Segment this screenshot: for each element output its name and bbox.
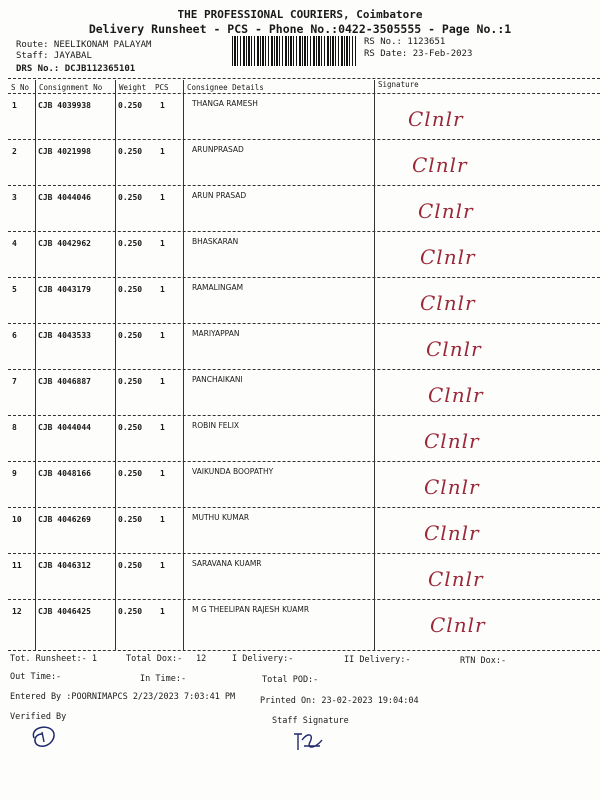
in-time: In Time:- bbox=[140, 674, 187, 684]
row-sno: 7 bbox=[12, 377, 17, 386]
staff-signature-label: Staff Signature bbox=[272, 716, 349, 726]
row-separator bbox=[8, 323, 600, 324]
row-signature: Clnlr bbox=[420, 245, 476, 269]
row-separator bbox=[8, 415, 600, 416]
row-pcs: 1 bbox=[160, 101, 165, 110]
row-sno: 3 bbox=[12, 193, 17, 202]
row-separator bbox=[8, 599, 600, 600]
table-bottom-rule bbox=[8, 650, 600, 651]
column-divider bbox=[115, 80, 116, 650]
document-subtitle: Delivery Runsheet - PCS - Phone No.:0422-3505555 - Page No.:1 bbox=[88, 22, 512, 36]
row-sno: 5 bbox=[12, 285, 17, 294]
total-dox-label: Total Dox:- bbox=[126, 654, 183, 664]
verified-by: Verified By bbox=[10, 712, 67, 722]
row-pcs: 1 bbox=[160, 285, 165, 294]
row-consignee: MARIYAPPAN bbox=[192, 329, 240, 338]
row-weight: 0.250 bbox=[118, 377, 143, 386]
out-time: Out Time:- bbox=[10, 672, 62, 682]
row-consignee: MUTHU KUMAR bbox=[192, 513, 250, 522]
row-pcs: 1 bbox=[160, 515, 165, 524]
row-consignee: RAMALINGAM bbox=[192, 283, 244, 292]
row-sno: 9 bbox=[12, 469, 17, 478]
row-sno: 6 bbox=[12, 331, 17, 340]
row-sno: 4 bbox=[12, 239, 17, 248]
ii-delivery: II Delivery:- bbox=[344, 655, 411, 665]
row-signature: Clnlr bbox=[424, 521, 480, 545]
row-weight: 0.250 bbox=[118, 285, 143, 294]
staff-label: Staff: JAYABAL bbox=[16, 51, 92, 61]
document-title: THE PROFESSIONAL COURIERS, Coimbatore bbox=[177, 8, 423, 21]
staff-signature-mark bbox=[290, 728, 326, 754]
row-separator bbox=[8, 461, 600, 462]
column-header-consignment: Consignment No bbox=[39, 83, 103, 92]
row-consignment-no: CJB 4046312 bbox=[38, 561, 91, 570]
barcode bbox=[232, 36, 356, 66]
row-separator bbox=[8, 553, 600, 554]
column-divider bbox=[374, 80, 375, 650]
row-consignment-no: CJB 4046269 bbox=[38, 515, 91, 524]
row-consignment-no: CJB 4046887 bbox=[38, 377, 91, 386]
row-weight: 0.250 bbox=[118, 423, 143, 432]
total-pod: Total POD:- bbox=[262, 675, 319, 685]
printed-on: Printed On: 23-02-2023 19:04:04 bbox=[260, 696, 419, 706]
column-header-consignee: Consignee Details bbox=[187, 83, 264, 92]
row-pcs: 1 bbox=[160, 147, 165, 156]
row-consignment-no: CJB 4021998 bbox=[38, 147, 91, 156]
row-consignee: THANGA RAMESH bbox=[192, 99, 258, 108]
route-label: Route: NEELIKONAM PALAYAM bbox=[16, 40, 152, 50]
row-pcs: 1 bbox=[160, 193, 165, 202]
total-runsheet: Tot. Runsheet:- 1 bbox=[10, 654, 97, 664]
column-divider bbox=[183, 80, 184, 650]
row-consignee: ARUN PRASAD bbox=[192, 191, 247, 200]
row-signature: Clnlr bbox=[430, 613, 486, 637]
row-separator bbox=[8, 507, 600, 508]
row-separator bbox=[8, 231, 600, 232]
column-header-signature: Signature bbox=[378, 80, 419, 89]
row-signature: Clnlr bbox=[426, 337, 482, 361]
row-signature: Clnlr bbox=[420, 291, 476, 315]
row-weight: 0.250 bbox=[118, 469, 143, 478]
rs-number: RS No.: 1123651 bbox=[364, 37, 446, 47]
drs-number: DRS No.: DCJB112365101 bbox=[16, 64, 136, 74]
row-separator bbox=[8, 277, 600, 278]
row-signature: Clnlr bbox=[428, 383, 484, 407]
row-weight: 0.250 bbox=[118, 607, 143, 616]
row-signature: Clnlr bbox=[412, 153, 468, 177]
row-pcs: 1 bbox=[160, 469, 165, 478]
column-header-sno: S No bbox=[11, 83, 30, 92]
row-signature: Clnlr bbox=[424, 475, 480, 499]
row-consignee: ROBIN FELIX bbox=[192, 421, 240, 430]
row-signature: Clnlr bbox=[424, 429, 480, 453]
row-separator bbox=[8, 369, 600, 370]
row-consignee: SARAVANA KUAMR bbox=[192, 559, 262, 568]
row-weight: 0.250 bbox=[118, 193, 143, 202]
row-sno: 8 bbox=[12, 423, 17, 432]
column-header-weight: Weight bbox=[119, 83, 147, 92]
row-sno: 1 bbox=[12, 101, 17, 110]
row-consignment-no: CJB 4044046 bbox=[38, 193, 91, 202]
row-pcs: 1 bbox=[160, 607, 165, 616]
row-weight: 0.250 bbox=[118, 147, 143, 156]
table-header-rule bbox=[8, 93, 600, 94]
row-consignment-no: CJB 4044044 bbox=[38, 423, 91, 432]
row-consignment-no: CJB 4046425 bbox=[38, 607, 91, 616]
row-weight: 0.250 bbox=[118, 239, 143, 248]
row-signature: Clnlr bbox=[428, 567, 484, 591]
column-header-pcs: PCS bbox=[155, 83, 169, 92]
row-sno: 12 bbox=[12, 607, 22, 616]
row-consignee: PANCHAIKANI bbox=[192, 375, 243, 384]
row-signature: Clnlr bbox=[418, 199, 474, 223]
row-separator bbox=[8, 185, 600, 186]
row-sno: 2 bbox=[12, 147, 17, 156]
column-divider bbox=[35, 80, 36, 650]
rtn-dox: RTN Dox:- bbox=[460, 656, 507, 666]
i-delivery: I Delivery:- bbox=[232, 654, 294, 664]
row-consignment-no: CJB 4048166 bbox=[38, 469, 91, 478]
row-consignee: BHASKARAN bbox=[192, 237, 239, 246]
row-consignee: VAIKUNDA BOOPATHY bbox=[192, 467, 274, 476]
rs-date: RS Date: 23-Feb-2023 bbox=[364, 49, 473, 59]
row-consignee: M G THEELIPAN RAJESH KUAMR bbox=[192, 605, 310, 614]
table-top-rule bbox=[8, 78, 600, 79]
row-pcs: 1 bbox=[160, 331, 165, 340]
entered-by: Entered By :POORNIMAPCS 2/23/2023 7:03:41 PM bbox=[10, 692, 236, 702]
row-consignment-no: CJB 4043533 bbox=[38, 331, 91, 340]
row-weight: 0.250 bbox=[118, 101, 143, 110]
row-pcs: 1 bbox=[160, 377, 165, 386]
verifier-signature-mark bbox=[28, 724, 62, 750]
row-separator bbox=[8, 139, 600, 140]
row-weight: 0.250 bbox=[118, 561, 143, 570]
row-consignment-no: CJB 4039938 bbox=[38, 101, 91, 110]
row-weight: 0.250 bbox=[118, 331, 143, 340]
row-pcs: 1 bbox=[160, 561, 165, 570]
total-dox-value: 12 bbox=[196, 654, 207, 664]
row-consignment-no: CJB 4043179 bbox=[38, 285, 91, 294]
row-signature: Clnlr bbox=[408, 107, 464, 131]
row-weight: 0.250 bbox=[118, 515, 143, 524]
row-sno: 10 bbox=[12, 515, 22, 524]
row-pcs: 1 bbox=[160, 423, 165, 432]
row-consignee: ARUNPRASAD bbox=[192, 145, 244, 154]
row-pcs: 1 bbox=[160, 239, 165, 248]
row-sno: 11 bbox=[12, 561, 22, 570]
row-consignment-no: CJB 4042962 bbox=[38, 239, 91, 248]
